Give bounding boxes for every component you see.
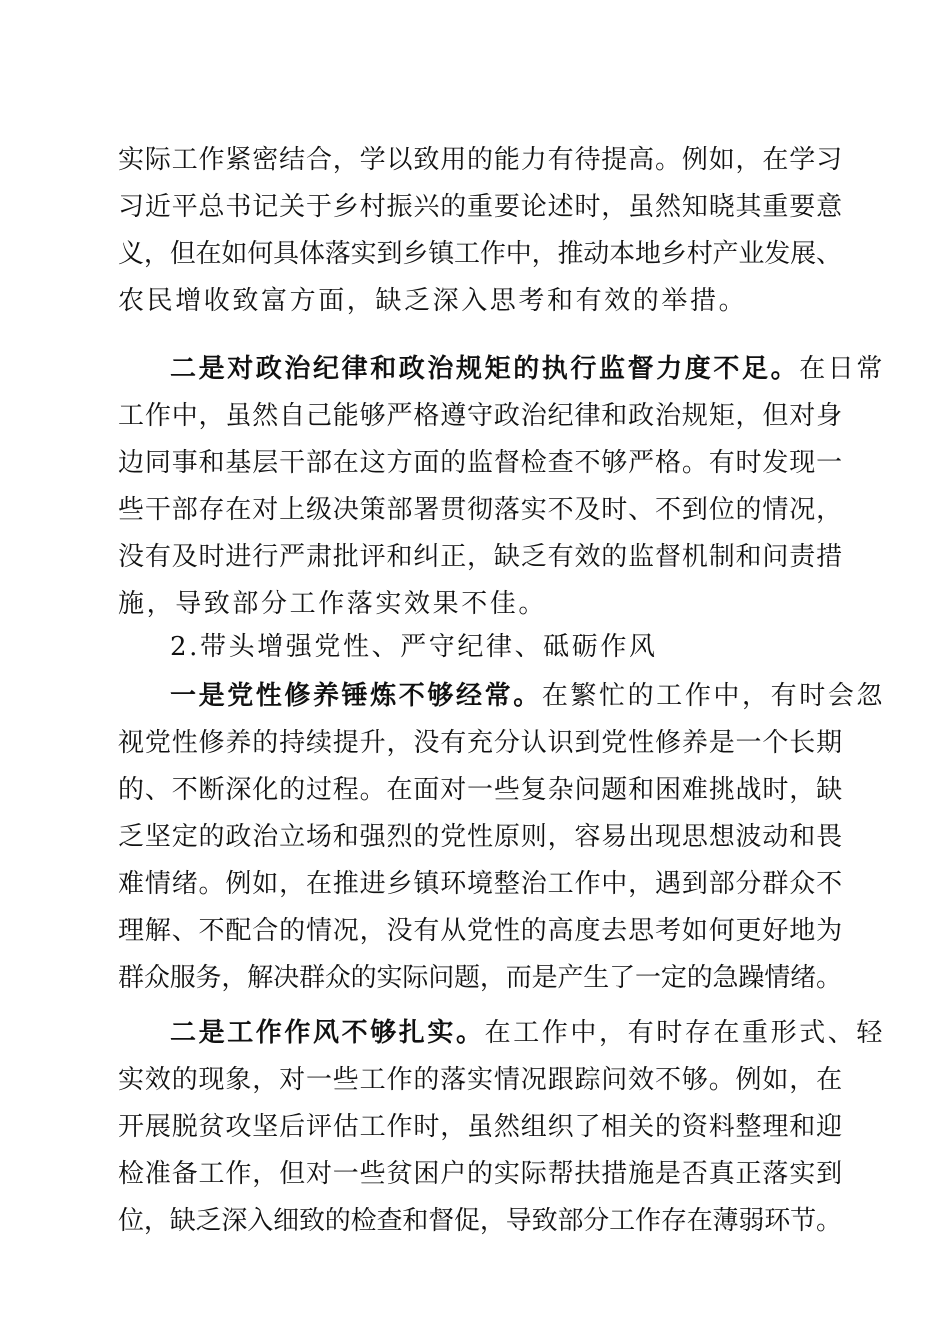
paragraph-line: 视党性修养的持续提升，没有充分认识到党性修养是一个长期 [118, 728, 843, 758]
paragraph-line: 难情绪。例如，在推进乡镇环境整治工作中，遇到部分群众不 [118, 869, 843, 899]
paragraph-line [170, 347, 900, 391]
paragraph-line: 检准备工作，但对一些贫困户的实际帮扶措施是否真正落实到 [118, 1159, 843, 1189]
paragraph-line [170, 674, 900, 718]
paragraph-line: 农民增收致富方面，缺乏深入思考和有效的举措。 [118, 286, 748, 316]
paragraph-line: 习近平总书记关于乡村振兴的重要论述时，虽然知晓其重要意 [118, 192, 843, 222]
section-heading: 二是对政治纪律和政治规矩的执行监督力度不足。 [170, 354, 800, 384]
paragraph-line: 没有及时进行严肃批评和纠正，缺乏有效的监督机制和问责措 [118, 542, 843, 572]
paragraph-line: 实际工作紧密结合，学以致用的能力有待提高。例如，在学习 [118, 145, 843, 175]
paragraph-text: 在繁忙的工作中，有时会忽 [541, 681, 886, 711]
paragraph-line: 工作中，虽然自己能够严格遵守政治纪律和政治规矩，但对身 [118, 401, 843, 431]
paragraph-text: 在日常 [799, 354, 886, 384]
paragraph-line: 义，但在如何具体落实到乡镇工作中，推动本地乡村产业发展、 [118, 239, 842, 269]
paragraph-line: 开展脱贫攻坚后评估工作时，虽然组织了相关的资料整理和迎 [118, 1112, 843, 1142]
paragraph-text: 在工作中，有时存在重形式、轻 [484, 1018, 886, 1048]
paragraph-line: 群众服务，解决群众的实际问题，而是产生了一定的急躁情绪。 [118, 963, 842, 993]
paragraph-line: 边同事和基层干部在这方面的监督检查不够严格。有时发现一 [118, 448, 843, 478]
paragraph-line: 乏坚定的政治立场和强烈的党性原则，容易出现思想波动和畏 [118, 822, 843, 852]
paragraph-line [170, 1011, 900, 1055]
paragraph-line: 理解、不配合的情况，没有从党性的高度去思考如何更好地为 [118, 916, 843, 946]
paragraph-line: 实效的现象，对一些工作的落实情况跟踪问效不够。例如，在 [118, 1065, 843, 1095]
paragraph-line: 位，缺乏深入细致的检查和督促，导致部分工作存在薄弱环节。 [118, 1206, 842, 1236]
paragraph-line: 些干部存在对上级决策部署贯彻落实不及时、不到位的情况， [118, 495, 843, 525]
paragraph-line: 的、不断深化的过程。在面对一些复杂问题和困难挑战时，缺 [118, 775, 843, 805]
subsection-title: 2.带头增强党性、严守纪律、砥砺作风 [170, 632, 658, 662]
section-heading: 一是党性修养锤炼不够经常。 [170, 681, 542, 711]
section-heading: 二是工作作风不够扎实。 [170, 1018, 485, 1048]
paragraph-line: 施，导致部分工作落实效果不佳。 [118, 589, 548, 619]
